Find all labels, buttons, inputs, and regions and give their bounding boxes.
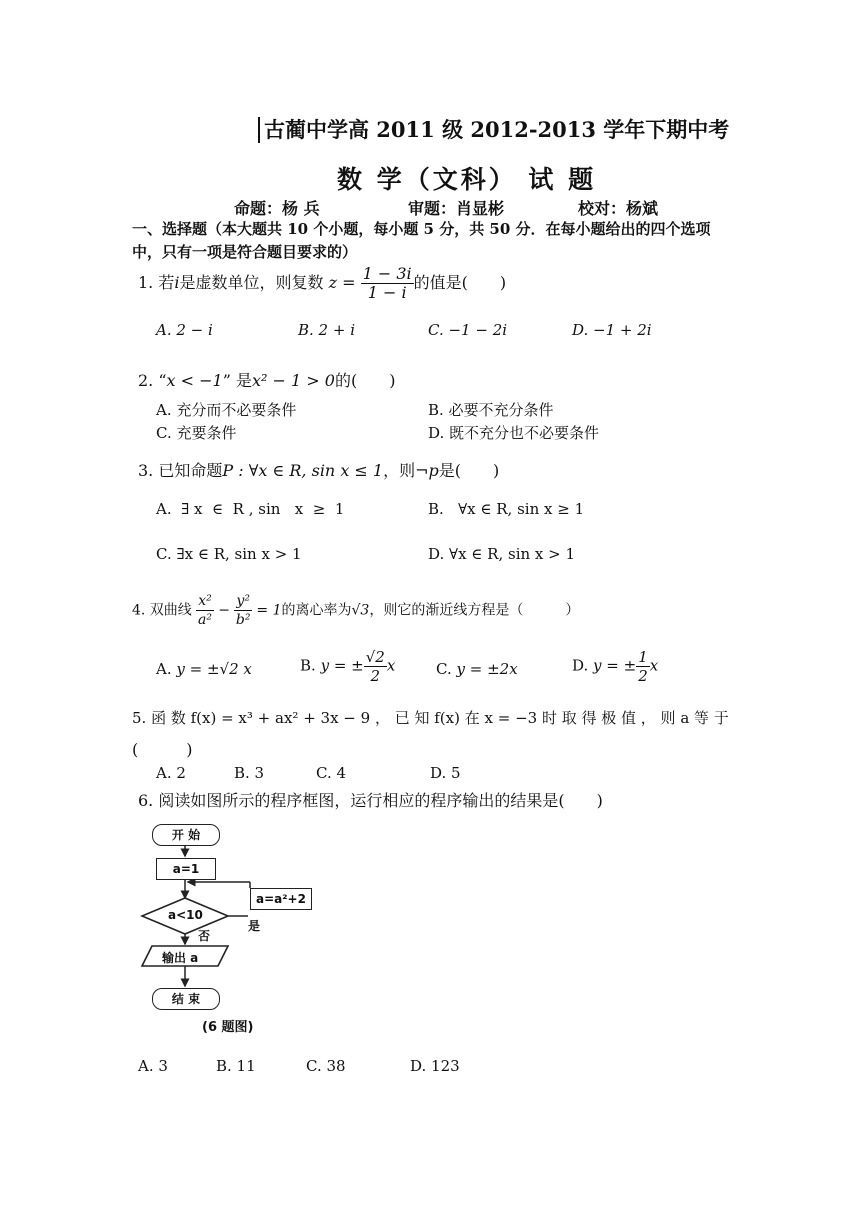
q1-mid: 是虚数单位，则复数	[179, 273, 324, 292]
q3-option-d: D. ∀x ∈ R, sin x > 1	[428, 545, 576, 563]
q4-fraction-x	[196, 592, 214, 629]
q1-fraction	[361, 265, 414, 302]
q1-option-b: B. 2 + i	[298, 321, 356, 339]
q1-option-d: D. −1 + 2i	[572, 321, 652, 339]
q4-opt-b-label: B.	[300, 656, 316, 675]
q2-expression: x² − 1 > 0	[252, 371, 335, 390]
flowchart-output: 输出 a	[162, 951, 199, 965]
question-1	[138, 265, 506, 302]
q4-opt-d-post: x	[649, 656, 659, 675]
q6-option-a: A. 3	[138, 1057, 168, 1075]
q3-mid: ，则	[383, 461, 416, 480]
q4-mid: 的离心率为	[281, 602, 352, 619]
q6-option-d: D. 123	[410, 1057, 460, 1075]
q3-suffix: 是( )	[438, 461, 500, 480]
q4-fx-den: a²	[198, 612, 212, 628]
q4-opt-b-den: 2	[370, 667, 381, 685]
flowchart-update: a=a²+2	[250, 888, 312, 910]
q4-option-d	[572, 648, 658, 685]
q1-numerator: 1 − 3i	[362, 264, 412, 283]
q4-opt-d-den: 2	[638, 667, 648, 685]
q3-negation: ¬p	[415, 461, 439, 480]
q5-option-b: B. 3	[234, 764, 265, 782]
q4-eq: = 1	[256, 602, 282, 619]
flowchart-condition: a<10	[168, 908, 203, 922]
q5-option-a: A. 2	[156, 764, 186, 782]
flowchart	[140, 820, 340, 1040]
flowchart-no-label: 否	[198, 929, 211, 943]
q4-opt-b-fraction	[364, 648, 387, 685]
q2-mid: ” 是	[222, 371, 252, 390]
q3-proposition: P : ∀x ∈ R, sin x ≤ 1	[222, 461, 384, 480]
q4-opt-c-expr: y = ±2x	[456, 660, 518, 678]
q4-fy-den: b²	[235, 612, 251, 628]
q4-option-a	[156, 660, 252, 678]
flowchart-caption: (6 题图)	[202, 1020, 254, 1035]
q5-option-c: C. 4	[316, 764, 347, 782]
q1-option-c: C. −1 − 2i	[428, 321, 508, 339]
q4-fy-num: y²	[236, 593, 250, 609]
q2-option-c: C. 充要条件	[156, 424, 237, 442]
q4-eccentricity: √3	[351, 602, 370, 619]
q4-opt-b-post: x	[386, 656, 396, 675]
q3-option-b: B. ∀x ∈ R, sin x ≥ 1	[428, 500, 585, 518]
q4-option-b	[300, 648, 395, 685]
q2-option-b: B. 必要不充分条件	[428, 401, 554, 419]
question-4	[132, 592, 579, 629]
flowchart-yes-label: 是	[248, 919, 261, 933]
q2-option-a: A. 充分而不必要条件	[156, 401, 297, 419]
q6-option-c: C. 38	[306, 1057, 346, 1075]
q3-prefix: 3. 已知命题	[138, 461, 223, 480]
q5-option-d: D. 5	[430, 764, 461, 782]
q4-opt-d-pre: y = ±	[593, 656, 637, 675]
q2-option-d: D. 既不充分也不必要条件	[428, 424, 600, 442]
q3-option-c: C. ∃x ∈ R, sin x > 1	[156, 545, 302, 563]
q4-opt-a-expr: y = ±√2 x	[176, 660, 252, 678]
q4-minus: −	[218, 602, 230, 619]
author-credit: 命题：杨 兵	[234, 199, 320, 218]
q5-line2: ( )	[132, 740, 193, 759]
q3-option-a: A. ∃ x ∈ R , sin x ≥ 1	[156, 500, 345, 518]
q4-fraction-y	[234, 592, 252, 629]
q4-suffix: ，则它的渐近线方程是（ ）	[369, 602, 580, 619]
q4-option-c	[436, 660, 518, 678]
q2-prefix: 2. “	[138, 371, 167, 390]
question-5: 5. 函 数 f(x) = x³ + ax² + 3x − 9 ， 已 知 f(x) 在 x = −3 时 取 得 极 值 ， 则 a 等 于	[132, 709, 729, 727]
proofreader-credit: 校对：杨斌	[578, 199, 659, 218]
q4-opt-c-label: C.	[436, 660, 452, 678]
flowchart-init: a=1	[156, 858, 216, 880]
q4-opt-d-label: D.	[572, 656, 589, 675]
q4-opt-b-num: √2	[365, 648, 385, 666]
section-heading: 一、选择题（本大题共 10 个小题，每小题 5 分，共 50 分．在每小题给出的四个选项中，只有一项是符合题目要求的）	[132, 220, 711, 261]
q2-suffix: 的( )	[334, 371, 396, 390]
q4-opt-d-num: 1	[638, 648, 648, 666]
exam-subtitle: 数 学（文科） 试 题	[337, 165, 597, 194]
exam-title: 古蔺中学高 2011 级 2012-2013 学年下期中考	[258, 117, 729, 143]
q6-option-b: B. 11	[216, 1057, 256, 1075]
reviewer-credit: 审题：肖显彬	[408, 199, 505, 218]
q1-prefix: 1. 若	[138, 273, 175, 292]
q4-prefix: 4. 双曲线	[132, 602, 192, 619]
q4-opt-d-fraction	[636, 648, 650, 685]
q4-fx-num: x²	[198, 593, 212, 609]
q2-condition: x < −1	[166, 371, 223, 390]
flowchart-end: 结 束	[152, 988, 220, 1010]
question-3	[138, 458, 499, 481]
q4-opt-b-pre: y = ±	[320, 656, 364, 675]
q4-opt-a-label: A.	[156, 660, 172, 678]
q1-lhs: z =	[328, 273, 356, 292]
question-2	[138, 368, 395, 391]
question-6: 6. 阅读如图所示的程序框图，运行相应的程序输出的结果是( )	[138, 791, 603, 810]
q1-suffix: 的值是( )	[413, 273, 507, 292]
q1-var: i	[174, 273, 180, 292]
q1-option-a: A. 2 − i	[156, 321, 213, 339]
flowchart-start: 开 始	[152, 824, 220, 846]
q1-denominator: 1 − i	[367, 283, 407, 302]
